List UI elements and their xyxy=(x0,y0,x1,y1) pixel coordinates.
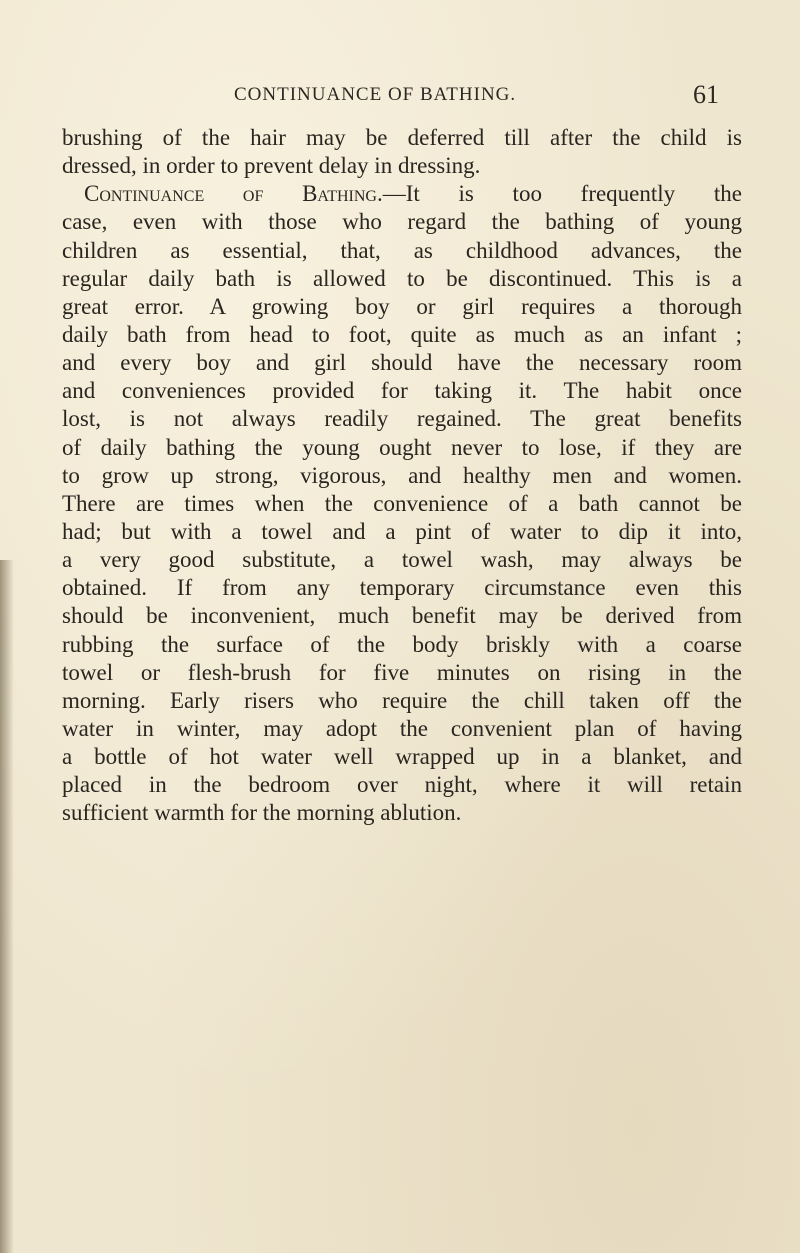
text-line: water in winter, may adopt the convenient plan of having xyxy=(62,715,742,741)
text-line xyxy=(62,180,742,208)
page-gutter-shadow xyxy=(0,560,14,1253)
text-line: rubbing the surface of the body briskly with a coarse xyxy=(62,631,742,657)
text-line: There are times when the convenience of a bath cannot be xyxy=(62,490,742,516)
text-line: great error. A growing boy or girl requires a thorough xyxy=(62,293,742,319)
text-line: had; but with a towel and a pint of water to dip it into, xyxy=(62,518,742,544)
page-number: 61 xyxy=(693,80,719,109)
text-line: a very good substitute, a towel wash, may always be xyxy=(62,547,742,573)
text-line: towel or flesh-brush for five minutes on rising in the xyxy=(62,659,742,685)
text-line: and every boy and girl should have the necessary room xyxy=(62,350,742,376)
section-heading: Continuance of Bathing. xyxy=(84,181,383,207)
text-line: a bottle of hot water well wrapped up in a blanket, and xyxy=(62,744,742,770)
text-line: brushing of the hair may be deferred till after the child is xyxy=(62,125,742,150)
text-line: to grow up strong, vigorous, and healthy men and women. xyxy=(62,462,742,488)
text-line: and conveniences provided for taking it. The habit once xyxy=(62,378,742,404)
text-line: case, even with those who regard the bathing of young xyxy=(62,209,742,235)
text-line: sufficient warmth for the morning ablution. xyxy=(62,800,462,826)
text-line: children as essential, that, as childhood advances, the xyxy=(62,237,742,263)
text-line: daily bath from head to foot, quite as much as an infant ; xyxy=(62,321,742,347)
text-line: morning. Early risers who require the chill taken off the xyxy=(62,687,742,713)
text-line: of daily bathing the young ought never to lose, if they are xyxy=(62,434,742,460)
text-line: dressed, in order to prevent delay in dressing. xyxy=(62,153,481,179)
section-text: —It is too frequently the xyxy=(382,181,742,207)
text-line: regular daily bath is allowed to be discontinued. This is a xyxy=(62,265,742,291)
body-text xyxy=(62,124,742,828)
text-line: lost, is not always readily regained. The great benefits xyxy=(62,406,742,432)
text-line: should be inconvenient, much benefit may be derived from xyxy=(62,603,742,629)
running-head: CONTINUANCE OF BATHING. xyxy=(234,84,517,105)
text-line: obtained. If from any temporary circumstance even this xyxy=(62,575,742,601)
page-header xyxy=(0,80,800,110)
text-line: placed in the bedroom over night, where it will retain xyxy=(62,772,742,798)
